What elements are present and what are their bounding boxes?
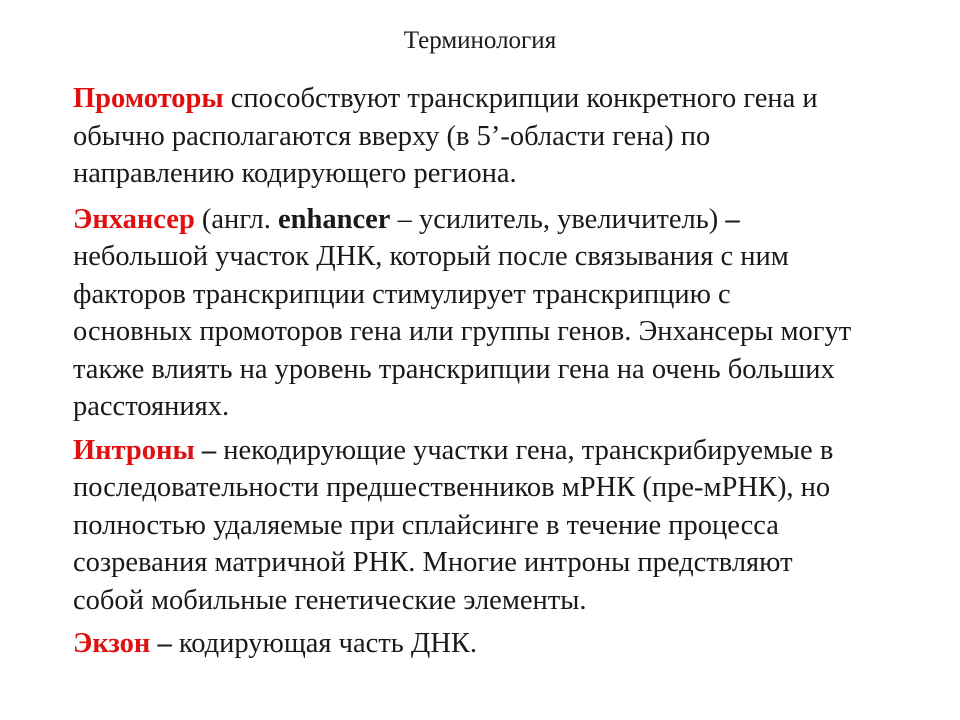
term-promoters: Промоторы — [73, 83, 224, 114]
introns-line-3: полностью удаляемые при сплайсинге в течение процесса — [73, 509, 779, 541]
paragraph-exon — [73, 625, 953, 663]
enhancer-text-1c: – усилитель, увеличитель) — [390, 203, 726, 235]
term-exon: Экзон — [73, 628, 151, 659]
introns-line-5: собой мобильные генетические элементы. — [73, 584, 587, 616]
introns-text-1: некодирующие участки гена, транскрибируемые в — [216, 434, 834, 466]
exon-text-1: кодирующая часть ДНК. — [171, 628, 478, 659]
paragraph-introns — [73, 432, 953, 620]
promoters-line-2: обычно располагаются вверху (в 5’-области гена) по — [73, 120, 711, 152]
enhancer-english-term: enhancer — [278, 203, 391, 235]
slide-title: Терминология — [403, 27, 557, 54]
paragraph-promoters — [73, 80, 953, 193]
promoters-text-1: способствуют транскрипции конкретного гена и — [223, 83, 818, 114]
term-enhancer: Энхансер — [73, 203, 195, 235]
slide-body — [73, 80, 953, 663]
introns-line-1 — [73, 432, 953, 470]
enhancer-line-2: небольшой участок ДНК, который после связывания с ним — [73, 241, 789, 272]
paragraph-enhancer — [73, 201, 953, 426]
enhancer-line-1 — [73, 201, 953, 239]
enhancer-line-3: факторов транскрипции стимулирует транскрипцию с — [73, 278, 731, 310]
promoters-line-1 — [73, 80, 953, 118]
term-introns: Интроны — [73, 434, 195, 466]
enhancer-line-4: основных промоторов гена или группы генов. Энхансеры могут — [73, 316, 852, 347]
exon-line-1 — [73, 625, 953, 663]
introns-line-4: созревания матричной РНК. Многие интроны предствляют — [73, 547, 793, 578]
enhancer-line-5: также влиять на уровень транскрипции гена на очень больших — [73, 353, 835, 385]
promoters-line-3: направлению кодирующего региона. — [73, 158, 517, 189]
exon-dash: – — [150, 628, 172, 659]
introns-dash: – — [194, 434, 217, 466]
enhancer-line-6: расстояниях. — [73, 391, 230, 422]
introns-line-2: последовательности предшественников мРНК (пре-мРНК), но — [73, 472, 831, 503]
enhancer-text-1a: (англ. — [194, 203, 279, 235]
enhancer-dash: – — [725, 203, 740, 235]
